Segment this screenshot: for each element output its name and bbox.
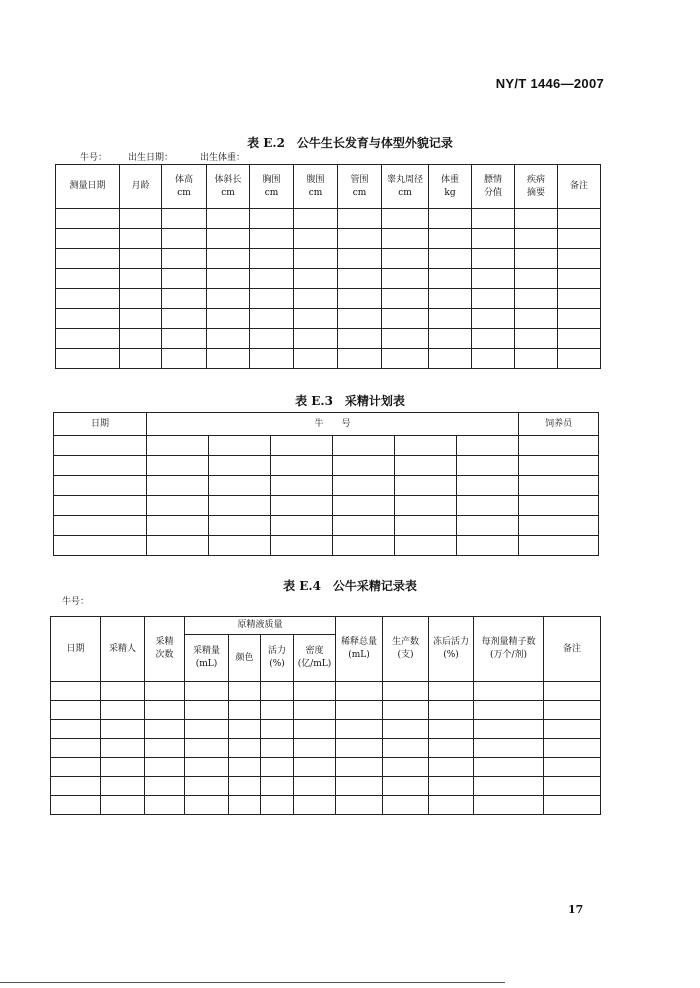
empty-cell xyxy=(429,682,474,701)
empty-cell xyxy=(185,739,229,758)
header-color: 颜色 xyxy=(229,635,261,682)
empty-cell xyxy=(338,349,382,369)
empty-cell xyxy=(294,796,336,815)
empty-cell xyxy=(558,249,601,269)
empty-cell xyxy=(338,269,382,289)
empty-cell xyxy=(250,289,294,309)
empty-cell xyxy=(162,229,207,249)
empty-cell xyxy=(519,536,599,556)
table-e4-caption: 表 E.4 公牛采精记录表 xyxy=(283,579,417,593)
empty-cell xyxy=(229,682,261,701)
table-e2-bull-no-label: 牛号： xyxy=(80,153,108,163)
empty-cell xyxy=(271,456,333,476)
empty-cell xyxy=(429,269,472,289)
empty-cell xyxy=(474,758,544,777)
empty-cell xyxy=(429,349,472,369)
empty-cell xyxy=(56,209,120,229)
empty-cell xyxy=(457,536,519,556)
empty-cell xyxy=(54,456,147,476)
empty-cell xyxy=(261,701,294,720)
empty-cell xyxy=(101,682,145,701)
empty-cell xyxy=(474,720,544,739)
empty-cell xyxy=(395,516,457,536)
empty-cell xyxy=(250,309,294,329)
empty-cell xyxy=(185,758,229,777)
empty-cell xyxy=(294,349,338,369)
table-row xyxy=(51,701,601,720)
empty-cell xyxy=(147,456,209,476)
empty-cell xyxy=(429,309,472,329)
empty-cell xyxy=(382,289,429,309)
empty-cell xyxy=(515,349,558,369)
empty-cell xyxy=(207,249,250,269)
empty-cell xyxy=(472,329,515,349)
header-abdomen-girth: 腹围 cm xyxy=(294,165,338,209)
empty-cell xyxy=(336,796,383,815)
empty-cell xyxy=(271,536,333,556)
empty-cell xyxy=(474,796,544,815)
empty-cell xyxy=(515,269,558,289)
empty-cell xyxy=(294,269,338,289)
empty-cell xyxy=(147,496,209,516)
empty-cell xyxy=(209,476,271,496)
empty-cell xyxy=(145,777,185,796)
empty-cell xyxy=(54,516,147,536)
empty-cell xyxy=(56,309,120,329)
empty-cell xyxy=(294,229,338,249)
empty-cell xyxy=(338,249,382,269)
empty-cell xyxy=(294,329,338,349)
empty-cell xyxy=(457,436,519,456)
empty-cell xyxy=(101,720,145,739)
empty-cell xyxy=(101,758,145,777)
empty-cell xyxy=(120,349,162,369)
empty-cell xyxy=(336,701,383,720)
empty-cell xyxy=(207,309,250,329)
empty-cell xyxy=(544,758,601,777)
empty-cell xyxy=(558,229,601,249)
empty-cell xyxy=(395,536,457,556)
empty-cell xyxy=(56,289,120,309)
empty-cell xyxy=(383,720,429,739)
table-row xyxy=(54,496,599,516)
empty-cell xyxy=(120,329,162,349)
empty-cell xyxy=(101,739,145,758)
empty-cell xyxy=(429,289,472,309)
empty-cell xyxy=(333,516,395,536)
empty-cell xyxy=(185,796,229,815)
header-motility: 活力 (%) xyxy=(261,635,294,682)
table-e2 xyxy=(55,164,601,369)
empty-cell xyxy=(162,349,207,369)
header-body-length: 体斜长 cm xyxy=(207,165,250,209)
empty-cell xyxy=(544,682,601,701)
empty-cell xyxy=(294,777,336,796)
empty-cell xyxy=(383,739,429,758)
empty-cell xyxy=(120,249,162,269)
empty-cell xyxy=(395,476,457,496)
empty-cell xyxy=(207,209,250,229)
empty-cell xyxy=(558,349,601,369)
empty-cell xyxy=(51,777,101,796)
empty-cell xyxy=(457,496,519,516)
empty-cell xyxy=(147,536,209,556)
table-e2-birth-weight-label: 出生体重： xyxy=(200,153,246,163)
empty-cell xyxy=(229,758,261,777)
empty-cell xyxy=(336,739,383,758)
empty-cell xyxy=(162,329,207,349)
table-row xyxy=(56,329,601,349)
empty-cell xyxy=(338,289,382,309)
table-e4 xyxy=(50,616,601,815)
table-row xyxy=(54,436,599,456)
empty-cell xyxy=(207,269,250,289)
header-chest-girth: 胸围 cm xyxy=(250,165,294,209)
header-disease-summary: 疾病 摘要 xyxy=(515,165,558,209)
empty-cell xyxy=(207,349,250,369)
header-diluted-total: 稀释总量 (mL) xyxy=(336,617,383,682)
empty-cell xyxy=(429,701,474,720)
empty-cell xyxy=(294,289,338,309)
page-number: 17 xyxy=(568,903,584,916)
empty-cell xyxy=(250,349,294,369)
empty-cell xyxy=(229,701,261,720)
table-row xyxy=(56,349,601,369)
empty-cell xyxy=(185,720,229,739)
table-e2-caption: 表 E.2 公牛生长发育与体型外貌记录 xyxy=(247,136,453,150)
empty-cell xyxy=(515,209,558,229)
empty-cell xyxy=(145,701,185,720)
header-date: 日期 xyxy=(51,617,101,682)
table-e3 xyxy=(53,412,599,556)
empty-cell xyxy=(271,436,333,456)
empty-cell xyxy=(544,739,601,758)
header-measure-date: 测量日期 xyxy=(56,165,120,209)
empty-cell xyxy=(162,289,207,309)
empty-cell xyxy=(51,758,101,777)
header-cannon-girth: 管围 cm xyxy=(338,165,382,209)
empty-cell xyxy=(395,456,457,476)
empty-cell xyxy=(383,682,429,701)
header-production: 生产数 (支) xyxy=(383,617,429,682)
empty-cell xyxy=(294,309,338,329)
empty-cell xyxy=(474,701,544,720)
empty-cell xyxy=(229,777,261,796)
empty-cell xyxy=(474,777,544,796)
empty-cell xyxy=(383,701,429,720)
empty-cell xyxy=(383,758,429,777)
empty-cell xyxy=(558,289,601,309)
header-height: 体高 cm xyxy=(162,165,207,209)
empty-cell xyxy=(472,269,515,289)
empty-cell xyxy=(261,739,294,758)
empty-cell xyxy=(185,777,229,796)
header-raw-semen-quality: 原精液质量 xyxy=(185,617,336,635)
table-row xyxy=(54,536,599,556)
header-age-months: 月龄 xyxy=(120,165,162,209)
empty-cell xyxy=(519,436,599,456)
empty-cell xyxy=(147,516,209,536)
table-row xyxy=(51,739,601,758)
empty-cell xyxy=(472,249,515,269)
empty-cell xyxy=(544,796,601,815)
header-density: 密度 (亿/mL) xyxy=(294,635,336,682)
empty-cell xyxy=(382,229,429,249)
empty-cell xyxy=(429,758,474,777)
empty-cell xyxy=(336,777,383,796)
header-bull-no: 牛 号 xyxy=(147,413,519,436)
empty-cell xyxy=(382,209,429,229)
empty-cell xyxy=(383,777,429,796)
empty-cell xyxy=(383,796,429,815)
empty-cell xyxy=(209,516,271,536)
header-sperm-per-dose: 每剂量精子数 (万个/剂) xyxy=(474,617,544,682)
empty-cell xyxy=(209,456,271,476)
empty-cell xyxy=(519,496,599,516)
empty-cell xyxy=(472,349,515,369)
empty-cell xyxy=(544,701,601,720)
empty-cell xyxy=(54,496,147,516)
empty-cell xyxy=(457,516,519,536)
empty-cell xyxy=(120,309,162,329)
empty-cell xyxy=(271,496,333,516)
empty-cell xyxy=(54,536,147,556)
empty-cell xyxy=(472,309,515,329)
empty-cell xyxy=(333,476,395,496)
empty-cell xyxy=(429,777,474,796)
header-post-thaw-motility: 冻后活力 (%) xyxy=(429,617,474,682)
empty-cell xyxy=(54,476,147,496)
empty-cell xyxy=(51,739,101,758)
empty-cell xyxy=(51,701,101,720)
empty-cell xyxy=(294,701,336,720)
empty-cell xyxy=(338,209,382,229)
empty-cell xyxy=(336,682,383,701)
table-e3-caption: 表 E.3 采精计划表 xyxy=(295,394,405,408)
empty-cell xyxy=(207,329,250,349)
bottom-rule xyxy=(0,982,505,983)
empty-cell xyxy=(101,777,145,796)
empty-cell xyxy=(515,229,558,249)
empty-cell xyxy=(250,329,294,349)
table-row xyxy=(54,476,599,496)
table-row xyxy=(56,269,601,289)
empty-cell xyxy=(207,229,250,249)
header-date: 日期 xyxy=(54,413,147,436)
empty-cell xyxy=(120,209,162,229)
empty-cell xyxy=(544,720,601,739)
empty-cell xyxy=(56,349,120,369)
table-e4-bull-no-label: 牛号： xyxy=(62,597,90,607)
empty-cell xyxy=(261,777,294,796)
empty-cell xyxy=(261,720,294,739)
empty-cell xyxy=(515,249,558,269)
empty-cell xyxy=(294,209,338,229)
empty-cell xyxy=(120,229,162,249)
table-row xyxy=(51,758,601,777)
empty-cell xyxy=(382,309,429,329)
empty-cell xyxy=(207,289,250,309)
header-volume: 采精量 (mL) xyxy=(185,635,229,682)
empty-cell xyxy=(333,496,395,516)
empty-cell xyxy=(145,682,185,701)
empty-cell xyxy=(336,758,383,777)
empty-cell xyxy=(515,309,558,329)
empty-cell xyxy=(429,209,472,229)
empty-cell xyxy=(162,269,207,289)
empty-cell xyxy=(145,720,185,739)
empty-cell xyxy=(147,436,209,456)
empty-cell xyxy=(51,796,101,815)
empty-cell xyxy=(250,209,294,229)
empty-cell xyxy=(271,516,333,536)
empty-cell xyxy=(209,536,271,556)
empty-cell xyxy=(429,739,474,758)
empty-cell xyxy=(147,476,209,496)
header-body-condition: 膘情 分值 xyxy=(472,165,515,209)
header-collection-times: 采精 次数 xyxy=(145,617,185,682)
empty-cell xyxy=(544,777,601,796)
empty-cell xyxy=(54,436,147,456)
table-e2-birth-date-label: 出生日期： xyxy=(128,153,174,163)
empty-cell xyxy=(162,309,207,329)
empty-cell xyxy=(209,436,271,456)
empty-cell xyxy=(145,796,185,815)
empty-cell xyxy=(250,269,294,289)
empty-cell xyxy=(51,720,101,739)
empty-cell xyxy=(261,758,294,777)
empty-cell xyxy=(382,269,429,289)
empty-cell xyxy=(515,289,558,309)
standard-number: NY/T 1446—2007 xyxy=(495,76,604,91)
empty-cell xyxy=(101,796,145,815)
empty-cell xyxy=(333,536,395,556)
table-row xyxy=(56,209,601,229)
empty-cell xyxy=(457,476,519,496)
table-row xyxy=(56,289,601,309)
empty-cell xyxy=(145,758,185,777)
empty-cell xyxy=(185,701,229,720)
empty-cell xyxy=(229,796,261,815)
empty-cell xyxy=(162,209,207,229)
empty-cell xyxy=(56,329,120,349)
empty-cell xyxy=(51,682,101,701)
empty-cell xyxy=(395,496,457,516)
empty-cell xyxy=(336,720,383,739)
empty-cell xyxy=(250,249,294,269)
empty-cell xyxy=(558,309,601,329)
empty-cell xyxy=(519,456,599,476)
table-row xyxy=(54,456,599,476)
empty-cell xyxy=(162,249,207,269)
empty-cell xyxy=(558,269,601,289)
empty-cell xyxy=(457,456,519,476)
empty-cell xyxy=(395,436,457,456)
table-row xyxy=(56,309,601,329)
empty-cell xyxy=(429,796,474,815)
empty-cell xyxy=(472,209,515,229)
empty-cell xyxy=(294,720,336,739)
empty-cell xyxy=(558,209,601,229)
empty-cell xyxy=(294,739,336,758)
empty-cell xyxy=(429,720,474,739)
empty-cell xyxy=(185,682,229,701)
empty-cell xyxy=(229,720,261,739)
table-row xyxy=(51,796,601,815)
empty-cell xyxy=(120,269,162,289)
empty-cell xyxy=(474,739,544,758)
empty-cell xyxy=(333,436,395,456)
empty-cell xyxy=(338,229,382,249)
empty-cell xyxy=(145,739,185,758)
empty-cell xyxy=(429,249,472,269)
empty-cell xyxy=(294,249,338,269)
empty-cell xyxy=(209,496,271,516)
table-row xyxy=(51,682,601,701)
empty-cell xyxy=(472,229,515,249)
table-row xyxy=(56,249,601,269)
empty-cell xyxy=(294,682,336,701)
empty-cell xyxy=(338,309,382,329)
empty-cell xyxy=(271,476,333,496)
empty-cell xyxy=(56,249,120,269)
empty-cell xyxy=(472,289,515,309)
empty-cell xyxy=(250,229,294,249)
empty-cell xyxy=(429,329,472,349)
empty-cell xyxy=(229,739,261,758)
empty-cell xyxy=(382,349,429,369)
header-keeper: 饲养员 xyxy=(519,413,599,436)
empty-cell xyxy=(519,516,599,536)
empty-cell xyxy=(261,682,294,701)
empty-cell xyxy=(261,796,294,815)
table-row xyxy=(54,516,599,536)
empty-cell xyxy=(56,229,120,249)
empty-cell xyxy=(294,758,336,777)
empty-cell xyxy=(101,701,145,720)
header-remarks: 备注 xyxy=(558,165,601,209)
empty-cell xyxy=(338,329,382,349)
header-collector: 采精人 xyxy=(101,617,145,682)
table-row xyxy=(51,720,601,739)
table-row xyxy=(56,229,601,249)
empty-cell xyxy=(515,329,558,349)
empty-cell xyxy=(333,456,395,476)
empty-cell xyxy=(474,682,544,701)
header-remarks: 备注 xyxy=(544,617,601,682)
empty-cell xyxy=(429,229,472,249)
empty-cell xyxy=(558,329,601,349)
empty-cell xyxy=(382,329,429,349)
empty-cell xyxy=(120,289,162,309)
empty-cell xyxy=(519,476,599,496)
table-row xyxy=(51,777,601,796)
header-body-weight: 体重 kg xyxy=(429,165,472,209)
empty-cell xyxy=(382,249,429,269)
empty-cell xyxy=(56,269,120,289)
header-scrotal-circumference: 睾丸周径 cm xyxy=(382,165,429,209)
